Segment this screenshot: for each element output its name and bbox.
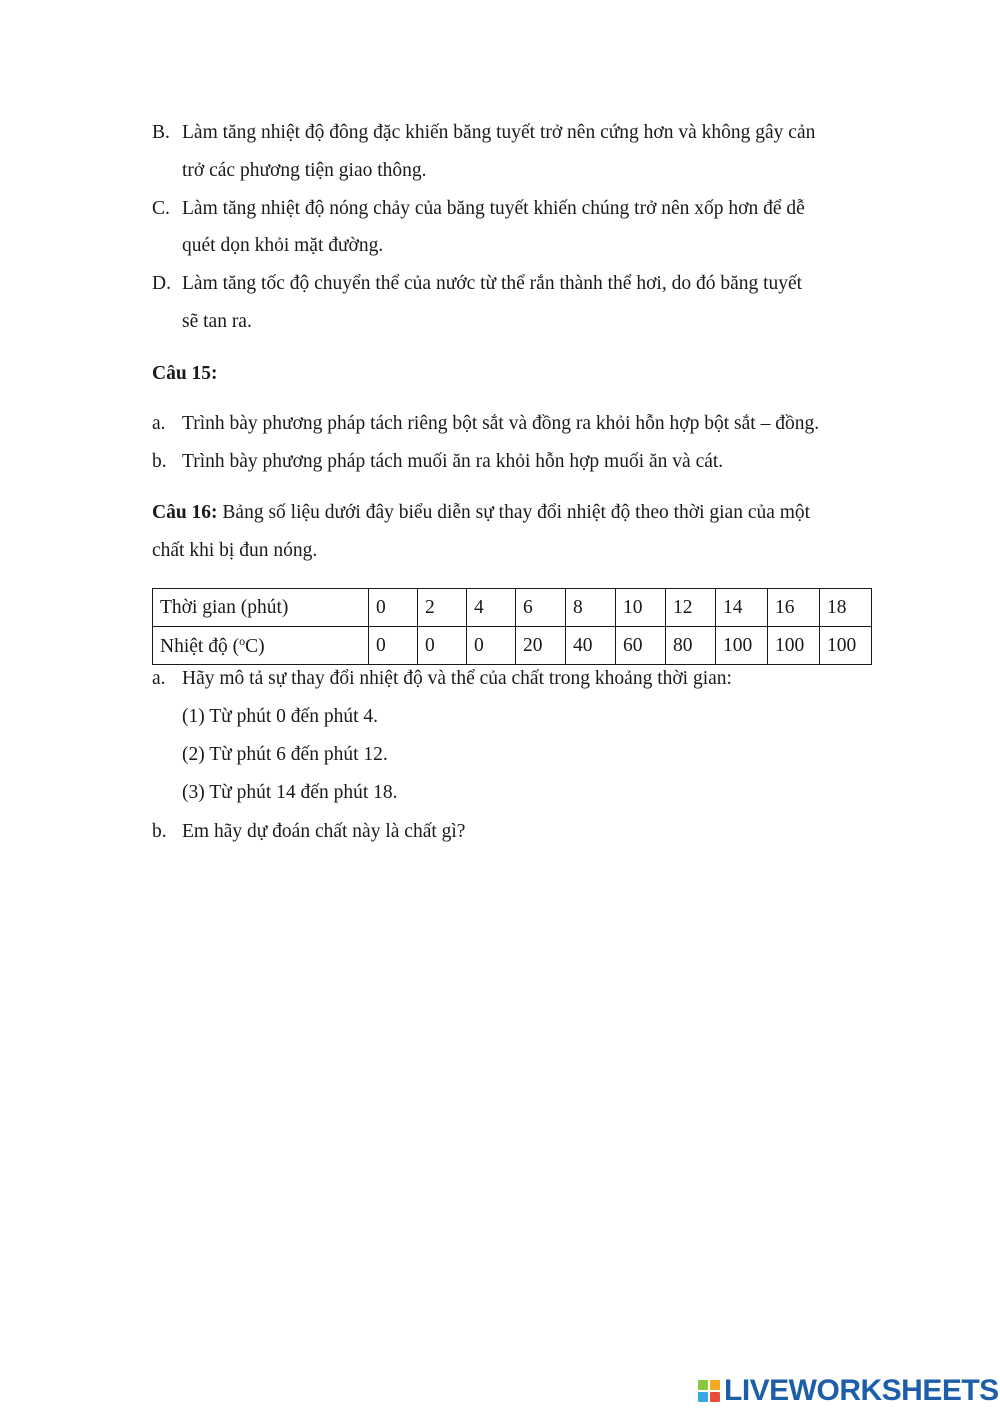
option-d-text-cont: sẽ tan ra. bbox=[182, 311, 252, 332]
table-cell-temp: 80 bbox=[666, 627, 716, 665]
option-b-label: B. bbox=[152, 122, 170, 143]
table-cell-time: 14 bbox=[716, 589, 768, 627]
table-cell-temp: 40 bbox=[566, 627, 616, 665]
table-cell-time: 8 bbox=[566, 589, 616, 627]
table-cell-temp: 60 bbox=[616, 627, 666, 665]
option-b bbox=[152, 122, 815, 144]
q16-part-a bbox=[152, 668, 732, 690]
table-cell-time: 2 bbox=[418, 589, 467, 627]
q16-intro-text: Bảng số liệu dưới đây biểu diễn sự thay đổi nhiệt độ theo thời gian của một bbox=[217, 502, 811, 523]
liveworksheets-logo-text: LIVEWORKSHEETS bbox=[724, 1374, 999, 1407]
q16-part-b-label: b. bbox=[152, 821, 167, 842]
table-header-time: Thời gian (phút) bbox=[153, 589, 369, 627]
table-cell-time: 4 bbox=[467, 589, 516, 627]
q15-part-a-label: a. bbox=[152, 413, 166, 434]
q15-part-b-label: b. bbox=[152, 451, 167, 472]
table-row-time bbox=[153, 589, 872, 627]
temperature-unit: C) bbox=[245, 635, 265, 657]
question-16-title: Câu 16: bbox=[152, 502, 218, 523]
table-cell-temp: 100 bbox=[716, 627, 768, 665]
liveworksheets-logo-icon bbox=[698, 1380, 720, 1402]
q15-part-a bbox=[152, 413, 819, 435]
q15-part-a-text: Trình bày phương pháp tách riêng bột sắt và đồng ra khỏi hỗn hợp bột sắt – đồng. bbox=[182, 413, 820, 434]
option-c bbox=[152, 198, 805, 220]
question-15-title: Câu 15: bbox=[152, 363, 218, 384]
table-cell-temp: 0 bbox=[418, 627, 467, 665]
table-cell-temp: 0 bbox=[369, 627, 418, 665]
option-d-text: Làm tăng tốc độ chuyển thể của nước từ thể rắn thành thể hơi, do đó băng tuyết bbox=[182, 273, 803, 294]
temperature-time-table bbox=[152, 588, 872, 665]
table-cell-temp: 100 bbox=[768, 627, 820, 665]
q16-intro bbox=[152, 502, 810, 524]
q16-sub-2: (2) Từ phút 6 đến phút 12. bbox=[182, 744, 388, 765]
table-cell-time: 12 bbox=[666, 589, 716, 627]
table-cell-temp: 0 bbox=[467, 627, 516, 665]
option-d bbox=[152, 273, 802, 295]
liveworksheets-logo bbox=[698, 1374, 999, 1408]
table-row-temperature bbox=[153, 627, 872, 665]
option-d-label: D. bbox=[152, 273, 171, 294]
option-c-label: C. bbox=[152, 198, 170, 219]
table-cell-time: 10 bbox=[616, 589, 666, 627]
temperature-label: Nhiệt độ ( bbox=[160, 635, 240, 657]
option-b-text-cont: trở các phương tiện giao thông. bbox=[182, 160, 427, 181]
option-c-text-cont: quét dọn khỏi mặt đường. bbox=[182, 235, 384, 256]
table-cell-temp: 100 bbox=[820, 627, 872, 665]
q16-part-a-label: a. bbox=[152, 668, 166, 689]
table-cell-time: 18 bbox=[820, 589, 872, 627]
q16-sub-1: (1) Từ phút 0 đến phút 4. bbox=[182, 706, 378, 727]
table-cell-time: 16 bbox=[768, 589, 820, 627]
degree-sup: o bbox=[239, 633, 246, 648]
option-b-text: Làm tăng nhiệt độ đông đặc khiến băng tuyết trở nên cứng hơn và không gây cản bbox=[182, 122, 816, 143]
table-cell-temp: 20 bbox=[516, 627, 566, 665]
q16-part-a-text: Hãy mô tả sự thay đổi nhiệt độ và thể của chất trong khoảng thời gian: bbox=[182, 668, 732, 689]
q15-part-b bbox=[152, 451, 723, 473]
q16-part-b-text: Em hãy dự đoán chất này là chất gì? bbox=[182, 821, 466, 842]
q16-intro-cont: chất khi bị đun nóng. bbox=[152, 540, 318, 561]
q16-part-b bbox=[152, 821, 465, 843]
table-cell-time: 6 bbox=[516, 589, 566, 627]
q15-part-b-text: Trình bày phương pháp tách muối ăn ra khỏi hỗn hợp muối ăn và cát. bbox=[182, 451, 724, 472]
table-header-temperature bbox=[153, 627, 369, 665]
option-c-text: Làm tăng nhiệt độ nóng chảy của băng tuyết khiến chúng trở nên xốp hơn để dễ bbox=[182, 198, 805, 219]
table-cell-time: 0 bbox=[369, 589, 418, 627]
q16-sub-3: (3) Từ phút 14 đến phút 18. bbox=[182, 782, 398, 803]
